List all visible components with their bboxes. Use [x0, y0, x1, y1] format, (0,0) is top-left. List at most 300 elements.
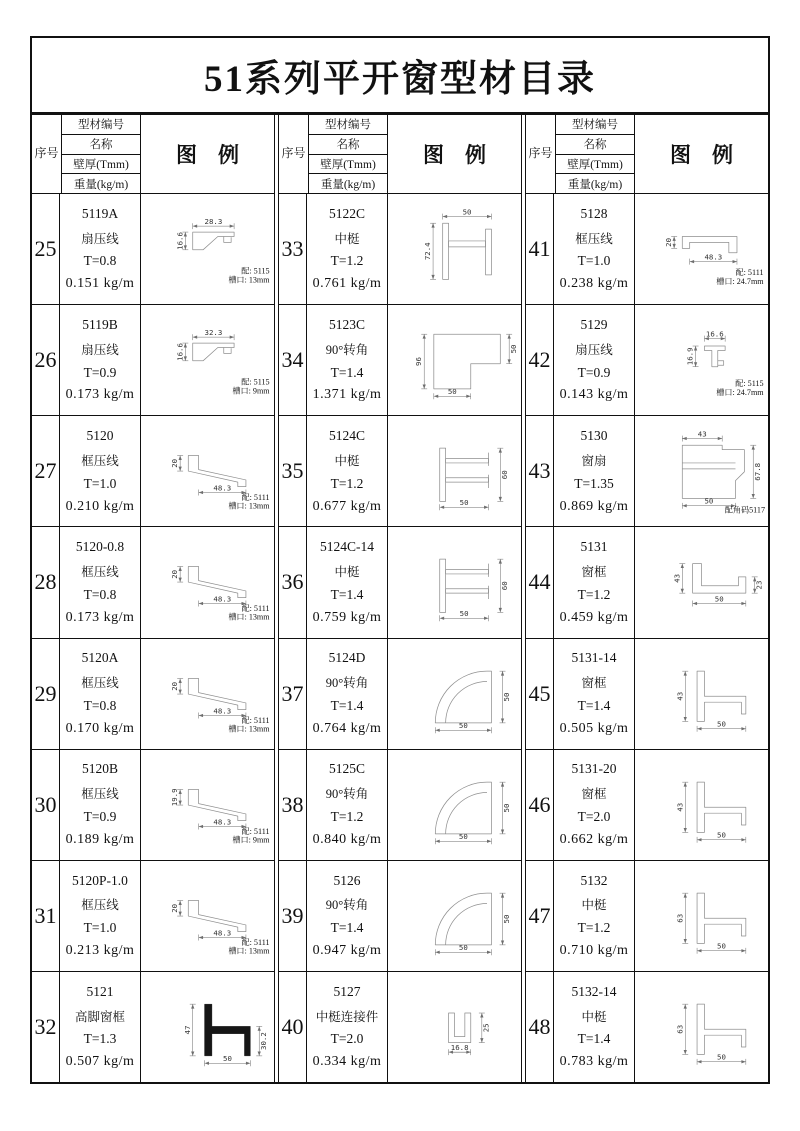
dim-label: 43 [697, 429, 707, 439]
figure-cell [635, 416, 768, 526]
figure-cell [388, 416, 521, 526]
row-seq: 31 [32, 861, 60, 971]
profile-thickness: T=1.4 [577, 1031, 611, 1047]
table-row [526, 305, 768, 416]
table-row [526, 861, 768, 972]
header-figure: 图 例 [670, 143, 733, 167]
profile-diagram [141, 750, 274, 860]
table-row [32, 972, 274, 1082]
profile-weight: 0.334 kg/m [312, 1054, 382, 1070]
column-group-2 [278, 115, 522, 1082]
profile-thickness: T=0.8 [83, 697, 117, 713]
figure-cell [141, 527, 274, 637]
profile-diagram [141, 861, 274, 971]
figure-cell [141, 750, 274, 860]
header-code: 型材编号 [556, 115, 634, 135]
dim-label: 48.3 [213, 928, 232, 938]
profile-name: 框压线 [81, 898, 119, 913]
row-seq: 37 [279, 639, 307, 749]
figure-note: 配: 5111 [241, 715, 270, 725]
dim-label: 48.3 [213, 705, 232, 715]
row-attrs [60, 527, 141, 637]
figure-cell [141, 194, 274, 304]
header-thickness: 壁厚(Tmm) [309, 155, 387, 175]
profile-thickness: T=0.8 [83, 586, 117, 602]
profile-thickness: T=1.3 [83, 1031, 117, 1047]
dim-label: 96 [414, 357, 424, 367]
row-attrs [307, 639, 388, 749]
profile-thickness: T=1.2 [577, 920, 611, 936]
profile-name: 框压线 [81, 565, 119, 579]
group-header [32, 115, 274, 194]
dim-label: 50 [704, 496, 714, 506]
row-seq: 35 [279, 416, 307, 526]
profile-weight: 0.173 kg/m [65, 387, 135, 403]
profile-code: 5129 [580, 316, 608, 332]
table-row [526, 972, 768, 1082]
figure-note: 槽口: 13mm [228, 946, 270, 956]
figure-note: 槽口: 24.7mm [716, 276, 764, 286]
profile-name: 窗框 [581, 787, 607, 802]
rows-group-2 [279, 194, 521, 1082]
profile-code: 5132 [580, 872, 608, 888]
header-code: 型材编号 [309, 115, 387, 135]
row-seq: 47 [526, 861, 554, 971]
row-seq: 45 [526, 639, 554, 749]
row-seq: 25 [32, 194, 60, 304]
profile-name: 框压线 [81, 676, 119, 691]
dim-label: 20 [170, 681, 180, 691]
figure-cell [635, 194, 768, 304]
dim-label: 50 [502, 914, 512, 924]
profile-diagram [141, 416, 274, 526]
profile-name: 扇压线 [575, 342, 613, 357]
dim-label: 50 [459, 498, 469, 508]
profile-thickness: T=0.9 [83, 364, 117, 380]
profile-diagram [635, 972, 768, 1082]
profile-diagram [388, 416, 521, 526]
row-attrs [554, 861, 635, 971]
profile-name: 90°转角 [325, 676, 369, 691]
profile-weight: 0.710 kg/m [559, 943, 629, 958]
profile-thickness: T=1.35 [574, 475, 614, 491]
figure-cell [141, 972, 274, 1082]
dim-label: 16.9 [685, 347, 695, 366]
profile-name: 中梃 [334, 565, 360, 579]
figure-note: 配: 5115 [241, 377, 270, 387]
row-attrs [307, 972, 388, 1082]
figure-note: 配: 5111 [241, 937, 270, 947]
dim-label: 50 [717, 830, 726, 840]
profile-weight: 0.761 kg/m [312, 276, 382, 292]
dim-label: 50 [502, 803, 512, 813]
figure-note: 槽口: 9mm [232, 835, 270, 845]
header-figure: 图 例 [423, 143, 486, 167]
figure-cell [141, 861, 274, 971]
profile-weight: 0.947 kg/m [312, 943, 382, 958]
table-row [526, 527, 768, 638]
profile-weight: 0.662 kg/m [559, 831, 629, 847]
header-seq: 序号 [32, 115, 62, 193]
profile-diagram [141, 305, 274, 415]
table-row [279, 527, 521, 638]
profile-code: 5130 [580, 428, 608, 444]
figure-note: 配: 5115 [241, 266, 270, 276]
row-attrs [307, 194, 388, 304]
profile-code: 5124D [328, 650, 366, 666]
profile-name: 中梃连接件 [315, 1009, 379, 1024]
figure-note: 槽口: 13mm [228, 501, 270, 511]
profile-code: 5119B [82, 316, 118, 332]
profile-diagram [388, 750, 521, 860]
dim-label: 25 [481, 1023, 491, 1033]
dim-label: 20 [664, 237, 674, 247]
profile-thickness: T=0.9 [83, 809, 117, 825]
profile-name: 窗扇 [581, 453, 607, 468]
header-name: 名称 [556, 135, 634, 155]
dim-label: 60 [499, 470, 509, 480]
figure-note: 配: 5111 [241, 493, 270, 503]
profile-thickness: T=0.8 [83, 253, 117, 269]
profile-weight: 0.238 kg/m [559, 276, 629, 292]
figure-cell [635, 861, 768, 971]
header-attrs [62, 115, 141, 193]
profile-code: 5132-14 [571, 983, 617, 999]
dim-label: 50 [717, 719, 726, 729]
table-row [279, 750, 521, 861]
row-seq: 32 [32, 972, 60, 1082]
profile-code: 5128 [580, 205, 608, 221]
table-row [32, 639, 274, 750]
header-weight: 重量(kg/m) [320, 178, 376, 191]
row-seq: 29 [32, 639, 60, 749]
profile-diagram [141, 527, 274, 637]
dim-label: 50 [508, 344, 518, 354]
group-header [279, 115, 521, 194]
row-seq: 36 [279, 527, 307, 637]
table-row [279, 861, 521, 972]
table-body [32, 115, 768, 1082]
table-row [279, 416, 521, 527]
row-seq: 26 [32, 305, 60, 415]
figure-cell [388, 861, 521, 971]
row-seq: 27 [32, 416, 60, 526]
profile-code: 5121 [86, 983, 114, 999]
row-seq: 30 [32, 750, 60, 860]
profile-diagram [635, 861, 768, 971]
header-seq: 序号 [526, 115, 556, 193]
row-attrs [60, 305, 141, 415]
profile-diagram [635, 416, 768, 526]
row-attrs [60, 861, 141, 971]
profile-diagram [635, 527, 768, 637]
row-attrs [60, 639, 141, 749]
profile-name: 框压线 [81, 787, 119, 802]
figure-note: 配: 5115 [735, 379, 764, 389]
row-attrs [554, 972, 635, 1082]
profile-name: 90°转角 [325, 898, 369, 913]
table-row [279, 972, 521, 1082]
profile-diagram [388, 305, 521, 415]
dim-label: 19.9 [170, 788, 180, 806]
profile-thickness: T=1.4 [330, 586, 364, 602]
row-attrs [307, 527, 388, 637]
header-thickness: 壁厚(Tmm) [62, 155, 140, 175]
table-row [32, 305, 274, 416]
profile-code: 5124C-14 [320, 539, 374, 555]
figure-cell [141, 416, 274, 526]
profile-code: 5127 [333, 983, 361, 999]
dim-label: 43 [675, 691, 685, 701]
row-seq: 46 [526, 750, 554, 860]
profile-code: 5131 [580, 539, 608, 555]
row-attrs [60, 416, 141, 526]
dim-label: 63 [675, 913, 685, 923]
row-attrs [60, 750, 141, 860]
profile-weight: 0.759 kg/m [312, 609, 382, 625]
profile-weight: 0.151 kg/m [65, 276, 135, 292]
profile-name: 中梃 [334, 453, 360, 468]
row-seq: 28 [32, 527, 60, 637]
row-attrs [554, 639, 635, 749]
figure-cell [388, 305, 521, 415]
profile-weight: 0.507 kg/m [65, 1054, 135, 1070]
figure-note: 槽口: 13mm [228, 275, 270, 285]
table-row [526, 194, 768, 305]
dim-label: 16.6 [175, 343, 185, 361]
profile-code: 5123C [328, 316, 365, 332]
row-attrs [60, 194, 141, 304]
profile-code: 5120B [81, 761, 118, 777]
profile-weight: 0.677 kg/m [312, 498, 382, 514]
dim-label: 32.3 [204, 328, 223, 338]
header-name: 名称 [309, 135, 387, 155]
dim-label: 50 [458, 720, 468, 730]
table-row [279, 305, 521, 416]
header-name: 名称 [62, 135, 140, 155]
profile-thickness: T=1.2 [577, 586, 611, 602]
profile-code: 5119A [81, 205, 119, 221]
dim-label: 50 [458, 831, 468, 841]
table-row [32, 416, 274, 527]
figure-cell [388, 972, 521, 1082]
row-seq: 43 [526, 416, 554, 526]
table-row [32, 750, 274, 861]
row-attrs [60, 972, 141, 1082]
table-row [32, 194, 274, 305]
header-weight: 重量(kg/m) [567, 178, 623, 191]
figure-note: 配: 5111 [241, 604, 270, 614]
profile-diagram [388, 639, 521, 749]
dim-label: 48.3 [213, 483, 232, 493]
profile-diagram [635, 639, 768, 749]
profile-weight: 0.764 kg/m [312, 720, 382, 736]
profile-thickness: T=1.4 [330, 364, 364, 380]
dim-label: 20 [170, 570, 180, 580]
figure-cell [141, 305, 274, 415]
header-attrs [309, 115, 388, 193]
figure-note: 槽口: 24.7mm [716, 387, 764, 397]
dim-label: 30.2 [258, 1032, 268, 1050]
row-attrs [307, 416, 388, 526]
row-seq: 42 [526, 305, 554, 415]
profile-name: 框压线 [81, 453, 119, 468]
profile-name: 90°转角 [325, 787, 369, 802]
profile-code: 5120-0.8 [75, 539, 125, 555]
profile-weight: 0.840 kg/m [312, 831, 382, 847]
profile-code: 5120P-1.0 [72, 872, 128, 888]
profile-code: 5124C [328, 428, 365, 444]
header-thickness: 壁厚(Tmm) [556, 155, 634, 175]
row-attrs [554, 527, 635, 637]
column-group-1 [32, 115, 275, 1082]
rows-group-3 [526, 194, 768, 1082]
dim-label: 47 [182, 1025, 192, 1035]
row-attrs [554, 194, 635, 304]
figure-cell [635, 305, 768, 415]
profile-weight: 0.189 kg/m [65, 831, 135, 847]
profile-diagram [141, 639, 274, 749]
dim-label: 48.3 [213, 817, 232, 827]
profile-weight: 1.371 kg/m [312, 387, 382, 403]
profile-code: 5120 [86, 428, 114, 444]
dim-label: 16.8 [450, 1042, 469, 1052]
profile-weight: 0.505 kg/m [559, 720, 629, 736]
profile-code: 5120A [81, 650, 119, 666]
profile-thickness: T=1.0 [83, 920, 117, 936]
header-code: 型材编号 [62, 115, 140, 135]
profile-weight: 0.210 kg/m [65, 498, 135, 514]
dim-label: 50 [459, 609, 469, 619]
profile-diagram [388, 194, 521, 304]
profile-name: 扇压线 [81, 231, 119, 246]
row-seq: 41 [526, 194, 554, 304]
table-row [279, 639, 521, 750]
dim-label: 43 [675, 802, 685, 812]
page-title: 51系列平开窗型材目录 [32, 38, 768, 115]
dim-label: 72.4 [423, 242, 433, 261]
dim-label: 48.3 [213, 594, 232, 604]
profile-diagram [635, 305, 768, 415]
dim-label: 50 [714, 594, 724, 604]
figure-note: 配: 5111 [735, 267, 764, 277]
row-attrs [554, 416, 635, 526]
row-seq: 33 [279, 194, 307, 304]
profile-name: 高脚窗框 [74, 1009, 125, 1024]
profile-weight: 0.213 kg/m [65, 943, 135, 958]
dim-label: 28.3 [204, 217, 223, 227]
table-row [279, 194, 521, 305]
dim-label: 50 [458, 942, 468, 952]
profile-name: 中梃 [581, 1009, 607, 1024]
profile-thickness: T=1.4 [330, 697, 364, 713]
table-row [32, 861, 274, 972]
figure-cell [635, 527, 768, 637]
row-attrs [554, 305, 635, 415]
profile-weight: 0.143 kg/m [559, 387, 629, 403]
row-attrs [307, 861, 388, 971]
row-seq: 44 [526, 527, 554, 637]
profile-name: 框压线 [575, 231, 613, 246]
figure-cell [635, 750, 768, 860]
profile-diagram [388, 861, 521, 971]
profile-thickness: T=1.4 [330, 920, 364, 936]
profile-thickness: T=1.4 [577, 697, 611, 713]
profile-thickness: T=1.2 [330, 809, 364, 825]
profile-code: 5131-20 [571, 761, 617, 777]
profile-thickness: T=2.0 [330, 1031, 364, 1047]
header-seq: 序号 [279, 115, 309, 193]
profile-thickness: T=0.9 [577, 364, 611, 380]
profile-diagram [141, 194, 274, 304]
row-seq: 38 [279, 750, 307, 860]
profile-weight: 0.459 kg/m [559, 609, 629, 625]
profile-weight: 0.173 kg/m [65, 609, 135, 625]
figure-note: 槽口: 13mm [228, 613, 270, 623]
table-row [526, 750, 768, 861]
figure-note: 槽口: 9mm [232, 386, 270, 396]
profile-thickness: T=1.0 [577, 253, 611, 269]
row-attrs [554, 750, 635, 860]
dim-label: 50 [462, 207, 472, 217]
profile-diagram [388, 972, 521, 1082]
dim-label: 23 [754, 580, 764, 590]
dim-label: 67.8 [752, 463, 762, 481]
dim-label: 50 [502, 692, 512, 701]
dim-label: 48.3 [704, 252, 723, 262]
profile-thickness: T=1.2 [330, 475, 364, 491]
table-row [526, 639, 768, 750]
profile-diagram [141, 972, 274, 1082]
figure-note: 配: 5111 [241, 826, 270, 836]
profile-name: 中梃 [581, 898, 607, 913]
header-figure: 图 例 [176, 143, 239, 167]
profile-code: 5131-14 [571, 650, 617, 666]
table-row [32, 527, 274, 638]
dim-label: 50 [717, 1052, 726, 1062]
row-seq: 40 [279, 972, 307, 1082]
figure-cell [388, 639, 521, 749]
dim-label: 16.6 [175, 232, 185, 250]
profile-name: 90°转角 [325, 342, 369, 357]
profile-weight: 0.869 kg/m [559, 498, 629, 514]
profile-thickness: T=1.0 [83, 475, 117, 491]
profile-diagram [388, 527, 521, 637]
dim-label: 43 [672, 574, 682, 584]
row-seq: 48 [526, 972, 554, 1082]
figure-cell [388, 194, 521, 304]
figure-cell [635, 972, 768, 1082]
profile-diagram [635, 194, 768, 304]
row-attrs [307, 305, 388, 415]
row-attrs [307, 750, 388, 860]
profile-name: 扇压线 [81, 342, 119, 357]
table-row [526, 416, 768, 527]
dim-label: 50 [223, 1054, 232, 1064]
profile-name: 窗框 [581, 676, 607, 691]
header-weight: 重量(kg/m) [73, 178, 129, 191]
figure-cell [388, 750, 521, 860]
profile-code: 5126 [333, 872, 361, 888]
row-seq: 34 [279, 305, 307, 415]
profile-diagram [635, 750, 768, 860]
figure-cell [635, 639, 768, 749]
profile-weight: 0.783 kg/m [559, 1054, 629, 1070]
profile-code: 5122C [328, 205, 365, 221]
dim-label: 20 [170, 903, 180, 913]
dim-label: 20 [170, 459, 180, 468]
profile-thickness: T=2.0 [577, 809, 611, 825]
